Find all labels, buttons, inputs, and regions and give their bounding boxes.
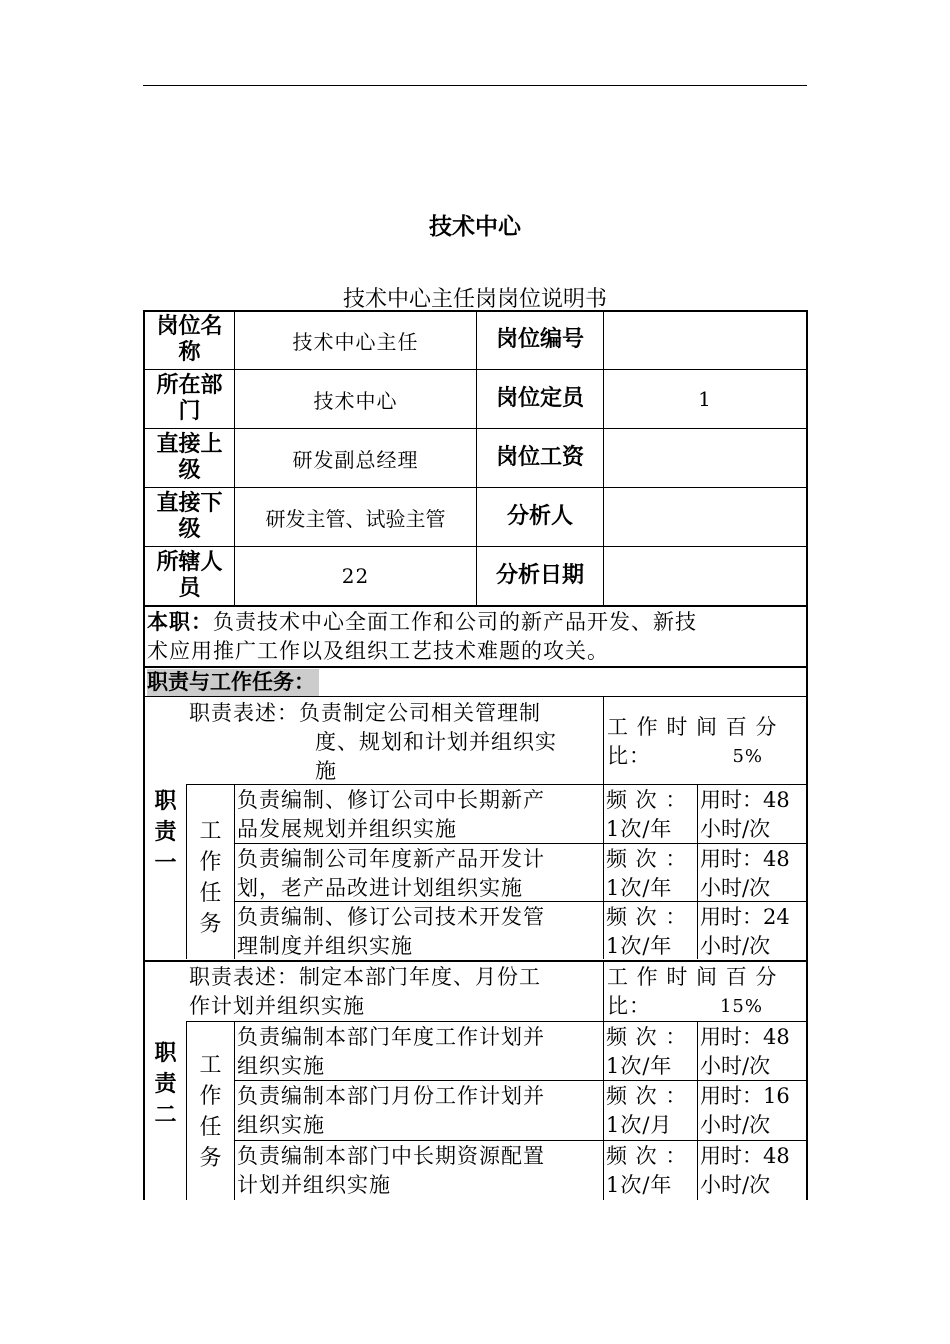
- r1-task-2-duration: 用时：48 小时/次: [700, 847, 790, 900]
- row-divider: [143, 605, 807, 607]
- duty-text-line2: 术应用推广工作以及组织工艺技术难题的攻关。: [147, 639, 609, 663]
- responsibility-1-description: 职责表述：负责制定公司相关管理制 度、规划和计划并组织实 施: [189, 701, 557, 783]
- r1-task-3-duration: 用时：24 小时/次: [700, 905, 790, 958]
- row-divider: [234, 1140, 806, 1141]
- col-divider: [697, 1021, 698, 1200]
- headcount-value: 1: [698, 387, 712, 411]
- dept-value: 技术中心: [313, 388, 398, 413]
- section-title: 技术中心: [429, 214, 521, 240]
- row-divider: [143, 696, 807, 697]
- analyst-label: 分析人: [506, 504, 573, 529]
- col-divider: [234, 1021, 235, 1200]
- r2-task-3-duration: 用时：48 小时/次: [700, 1144, 790, 1197]
- post-code-label: 岗位编号: [495, 327, 584, 352]
- post-name-value: 技术中心主任: [292, 329, 419, 354]
- post-name-label: 岗位名称: [156, 314, 223, 365]
- analysis-date-value: [604, 547, 806, 605]
- duty-text-line1: 负责技术中心全面工作和公司的新产品开发、新技: [213, 610, 697, 634]
- r2-task-1: 负责编制本部门年度工作计划并 组织实施: [237, 1025, 545, 1078]
- responsibility-1-label: 职 责 一: [154, 789, 177, 876]
- r1-task-1: 负责编制、修订公司中长期新产 品发展规划并组织实施: [237, 788, 545, 841]
- managed-label: 所辖人员: [156, 550, 223, 601]
- responsibility-1-tasks-label: 工 作 任 务: [199, 819, 222, 937]
- r1-task-2: 负责编制公司年度新产品开发计 划，老产品改进计划组织实施: [237, 847, 545, 900]
- r2-task-1-frequency: 频 次 ： 1次/年: [606, 1025, 688, 1078]
- analyst-value: [604, 488, 806, 546]
- headcount-label: 岗位定员: [495, 386, 584, 411]
- responsibility-1-time-share: 工 作 时 间 百 分 比： 5%: [607, 715, 778, 768]
- row-divider: [186, 1021, 806, 1022]
- tasks-header: 职责与工作任务：: [147, 669, 319, 696]
- row-divider: [143, 666, 807, 668]
- r2-task-3-frequency: 频 次 ： 1次/年: [606, 1144, 688, 1197]
- superior-label: 直接上级: [156, 432, 223, 483]
- r2-task-2: 负责编制本部门月份工作计划并 组织实施: [237, 1084, 545, 1137]
- dept-label: 所在部门: [156, 373, 223, 424]
- r1-task-3-frequency: 频 次 ： 1次/年: [606, 905, 688, 958]
- col-divider: [603, 696, 604, 959]
- salary-value: [604, 429, 806, 487]
- r2-task-2-frequency: 频 次 ： 1次/月: [606, 1084, 688, 1137]
- responsibility-2-description: 职责表述：制定本部门年度、月份工 作计划并组织实施: [189, 965, 541, 1018]
- salary-label: 岗位工资: [495, 445, 584, 470]
- subordinate-label: 直接下级: [156, 491, 223, 542]
- r2-task-1-duration: 用时：48 小时/次: [700, 1025, 790, 1078]
- post-code-value: [604, 311, 806, 369]
- superior-value: 研发副总经理: [292, 447, 419, 472]
- r1-task-1-frequency: 频 次 ： 1次/年: [606, 788, 688, 841]
- header-rule: [143, 85, 807, 86]
- analysis-date-label: 分析日期: [495, 563, 584, 588]
- responsibility-2-time-share: 工 作 时 间 百 分 比： 15%: [607, 965, 778, 1018]
- r1-task-2-frequency: 频 次 ： 1次/年: [606, 847, 688, 900]
- responsibility-2-label: 职 责 二: [154, 1041, 177, 1128]
- r1-task-1-duration: 用时：48 小时/次: [700, 788, 790, 841]
- document-title: 技术中心主任岗岗位说明书: [342, 287, 607, 312]
- col-divider: [234, 784, 235, 959]
- r1-task-3: 负责编制、修订公司技术开发管 理制度并组织实施: [237, 905, 545, 958]
- responsibility-2-tasks-label: 工 作 任 务: [199, 1053, 222, 1171]
- table-right-border: [806, 310, 808, 1200]
- r2-task-2-duration: 用时：16 小时/次: [700, 1084, 790, 1137]
- col-divider: [697, 784, 698, 959]
- duty-section: [147, 608, 807, 666]
- subordinate-value: 研发主管、试验主管: [265, 506, 446, 531]
- r2-task-3: 负责编制本部门中长期资源配置 计划并组织实施: [237, 1144, 545, 1197]
- duty-label: 本职：: [147, 610, 213, 634]
- managed-value: 22: [341, 564, 370, 588]
